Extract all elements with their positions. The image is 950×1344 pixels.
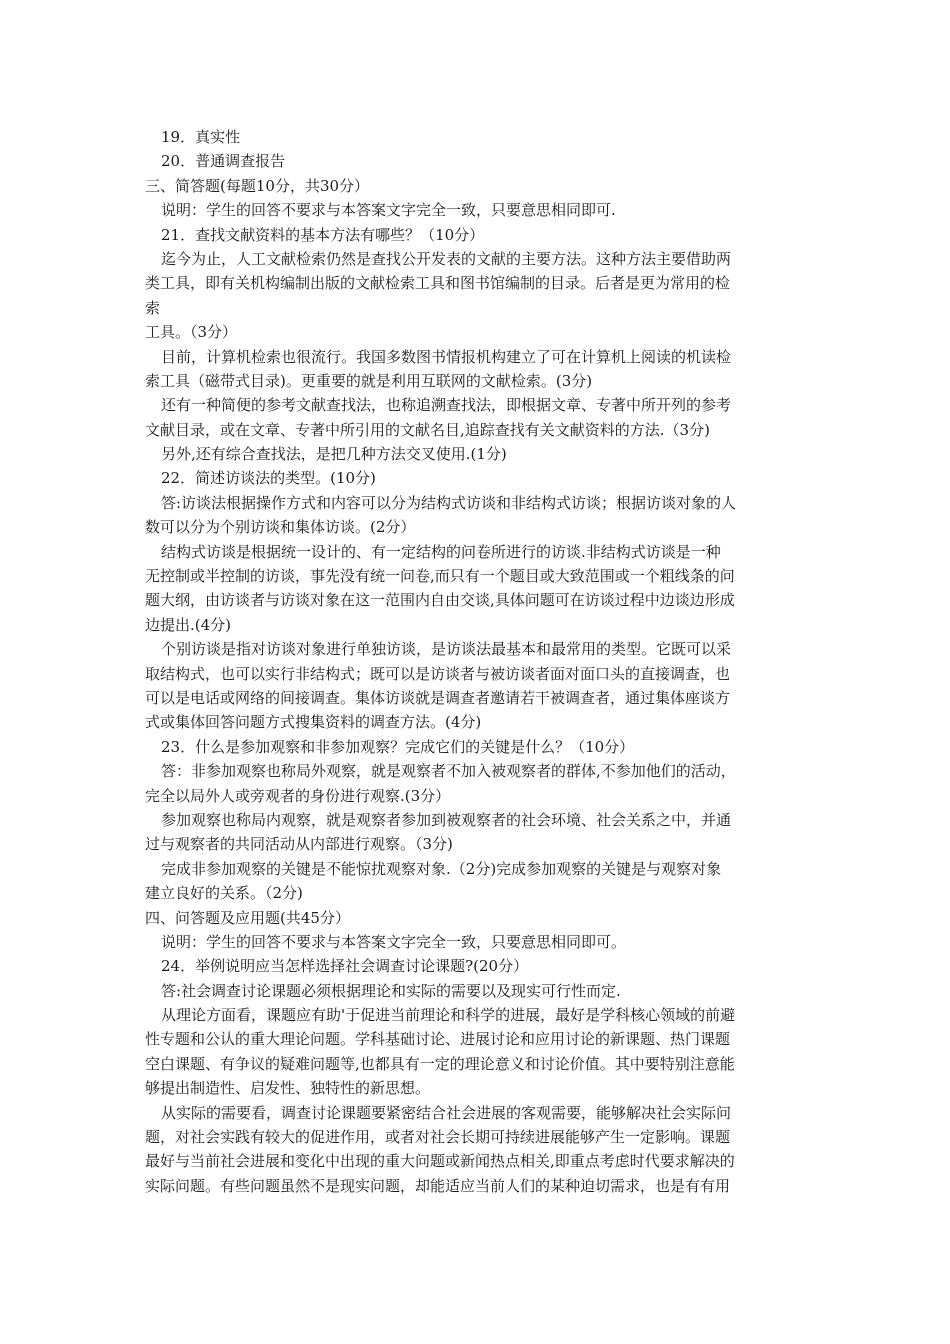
text-line: 三、简答题(每题10分，共30分） [145,176,370,195]
text-line: 数可以分为个别访谈和集体访谈。(2分） [145,518,416,537]
text-line: 另外,还有综合查找法，是把几种方法交叉使用.(1分) [161,445,507,464]
text-line: 式或集体回答问题方式搜集资料的调查方法。(4分) [145,713,482,732]
text-line: 还有一种简便的参考文献查找法，也称追溯查找法，即根据文章、专著中所开列的参考 [161,396,732,415]
text-line: 21．查找文献资料的基本方法有哪些？（10分） [161,225,485,244]
text-line: 答:社会调查讨论课题必须根据理论和实际的需要以及现实可行性而定. [161,981,621,1000]
text-line: 题大纲，由访谈者与访谈对象在这一范围内自由交谈,具体问题可在访谈过程中边谈边形成 [145,591,735,610]
text-line: 结构式访谈是根据统一设计的、有一定结构的问卷所进行的访谈.非结构式访谈是一种 [161,542,721,561]
text-line: 性专题和公认的重大理论问题。学科基础讨论、进展讨论和应用讨论的新课题、热门课题 [145,1030,731,1049]
text-line: 从实际的需要看，调查讨论课题要紧密结合社会进展的客观需要，能够解决社会实际问 [161,1103,732,1122]
text-line: 无控制或半控制的访谈，事先没有统一问卷,而只有一个题目或大致范围或一个粗线条的问 [145,567,735,586]
text-line: 完成非参加观察的关键是不能惊扰观察对象.（2分)完成参加观察的关键是与观察对象 [161,859,722,878]
text-line: 说明：学生的回答不要求与本答案文字完全一致，只要意思相同即可. [161,201,616,220]
text-line: 边提出.(4分) [145,615,232,634]
text-line: 22．简述访谈法的类型。(10分) [161,469,376,488]
text-line: 答:访谈法根据操作方式和内容可以分为结构式访谈和非结构式访谈；根据访谈对象的人 [161,493,737,512]
text-line: 够提出制造性、启发性、独特性的新思想。 [145,1079,431,1098]
text-line: 24．举例说明应当怎样选择社会调查讨论课题?(20分） [161,957,529,976]
text-line: 题，对社会实践有较大的促进作用，或者对社会长期可持续进展能够产生一定影响。课题 [145,1128,731,1147]
text-line: 20．普通调查报告 [161,152,286,171]
text-line: 迄今为止，人工文献检索仍然是查找公开发表的文献的主要方法。这种方法主要借助两 [161,249,732,268]
text-line: 建立良好的关系。（2分) [145,884,303,903]
text-line: 实际问题。有些问题虽然不是现实问题，却能适应当前人们的某种迫切需求，也是有有用 [145,1176,731,1195]
text-line: 说明：学生的回答不要求与本答案文字完全一致，只要意思相同即可。 [161,932,627,951]
text-line: 文献目录，或在文章、专著中所引用的文献名目,追踪查找有关文献资料的方法.（3分) [145,420,710,439]
text-line: 23．什么是参加观察和非参加观察？完成它们的关键是什么？（10分） [161,737,635,756]
text-line: 从理论方面看，课题应有助'于促进当前理论和科学的进展，最好是学科核心领域的前避 [161,1006,736,1025]
document-body [145,125,810,1198]
text-line: 参加观察也称局内观察，就是观察者参加到被观察者的社会环境、社会关系之中，并通 [161,810,732,829]
text-line: 完全以局外人或旁观者的身份进行观察.(3分） [145,786,451,805]
text-line: 索 [145,298,161,317]
text-line: 工具。（3分） [145,323,238,342]
text-line: 空白课题、有争议的疑难问题等,也都具有一定的理论意义和讨论价值。其中要特别注意能 [145,1054,735,1073]
text-line: 四、问答题及应用题(共45分） [145,908,350,927]
text-line: 取结构式，也可以实行非结构式；既可以是访谈者与被访谈者面对面口头的直接调查，也 [145,664,731,683]
text-line: 19．真实性 [161,128,241,146]
text-line: 可以是电话或网络的间接调查。集体访谈就是调查者邀请若干被调查者，通过集体座谈方 [145,688,731,707]
text-line: 个别访谈是指对访谈对象进行单独访谈，是访谈法最基本和最常用的类型。它既可以采 [161,640,732,659]
text-line: 过与观察者的共同活动从内部进行观察。（3分) [145,835,453,854]
text-line: 类工具，即有关机构编制出版的文献检索工具和图书馆编制的目录。后者是更为常用的检 [145,274,731,293]
text-line: 最好与当前社会进展和变化中出现的重大问题或新闻热点相关,即重点考虑时代要求解决的 [145,1152,735,1171]
text-line: 答：非参加观察也称局外观察，就是观察者不加入被观察者的群体,不参加他们的活动， [161,762,736,781]
text-line: 索工具（磁带式目录)。更重要的就是利用互联网的文献检索。(3分) [145,371,593,390]
text-line: 目前，计算机检索也很流行。我国多数图书情报机构建立了可在计算机上阅读的机读检 [161,347,732,366]
